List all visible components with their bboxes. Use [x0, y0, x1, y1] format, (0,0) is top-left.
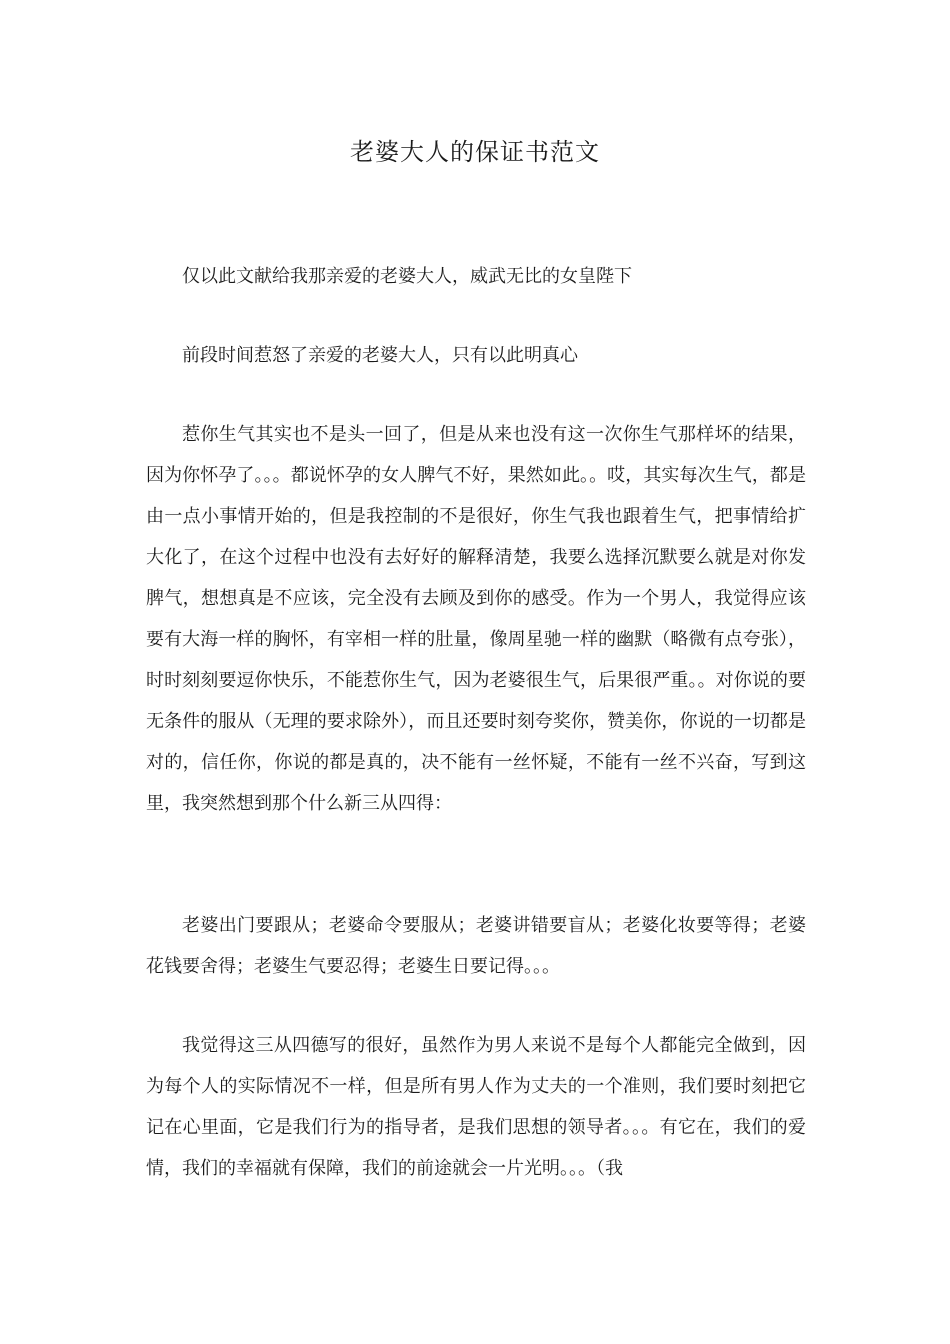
- paragraph-reflection: 我觉得这三从四德写的很好，虽然作为男人来说不是每个人都能完全做到，因为每个人的实际情况不一样，但是所有男人作为丈夫的一个准则，我们要时刻把它记在心里面，它是我们行为的指导者，是我们思想的领导者。。。有它在，我们的爱情，我们的幸福就有保障，我们的前途就会一片光明。。。（我: [146, 1035, 806, 1179]
- document-title: 老婆大人的保证书范文: [350, 138, 600, 166]
- paragraph-rules: 老婆出门要跟从；老婆命令要服从；老婆讲错要盲从；老婆化妆要等得；老婆花钱要舍得；老婆生气要忍得；老婆生日要记得。。。: [146, 915, 806, 977]
- paragraph-intro: 前段时间惹怒了亲爱的老婆大人，只有以此明真心: [182, 345, 578, 366]
- paragraph-apology: 惹你生气其实也不是头一回了，但是从来也没有这一次你生气那样坏的结果，因为你怀孕了。。。都说怀孕的女人脾气不好，果然如此。。哎，其实每次生气，都是由一点小事情开始的，但是我控制的不是很好，你生气我也跟着生气，把事情给扩大化了，在这个过程中也没有去好好的解释清楚，我要么选择沉默要么就是对你发脾气，想想真是不应该，完全没有去顾及到你的感受。作为一个男人，我觉得应该要有大海一样的胸怀，有宰相一样的肚量，像周星驰一样的幽默（略微有点夸张），时时刻刻要逗你快乐，不能惹你生气，因为老婆很生气，后果很严重。。对你说的要无条件的服从（无理的要求除外），而且还要时刻夸奖你，赞美你，你说的一切都是对的，信任你，你说的都是真的，决不能有一丝怀疑，不能有一丝不兴奋，写到这里，我突然想到那个什么新三从四得：: [146, 424, 806, 814]
- paragraph-dedication: 仅以此文献给我那亲爱的老婆大人，威武无比的女皇陛下: [182, 266, 632, 287]
